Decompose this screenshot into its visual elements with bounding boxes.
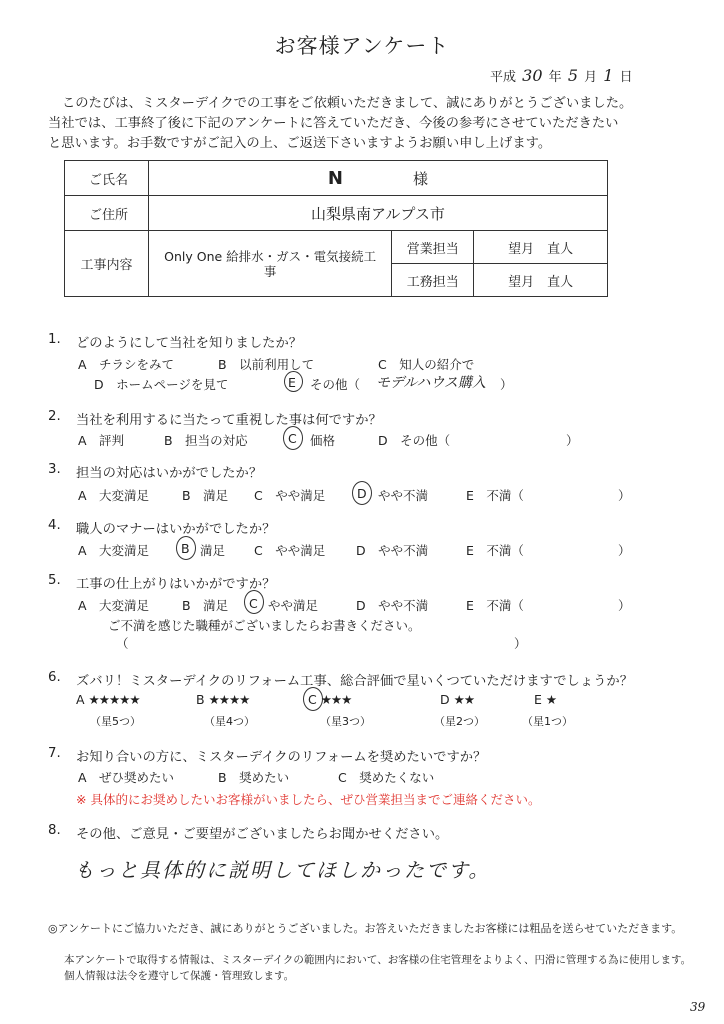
q3-option-c: C やや満足 xyxy=(254,488,326,503)
q6-option-c-letter: C xyxy=(308,692,317,707)
star-rating-icon: ★ xyxy=(545,692,557,707)
q3-text: 担当の対応はいかがでしたか？ xyxy=(76,466,263,481)
q6-option-e-label: （星1つ） xyxy=(522,715,573,728)
work-label: 工事内容 xyxy=(65,231,149,297)
name-label: ご氏名 xyxy=(65,161,149,196)
q7-option-b: B 奨めたい xyxy=(218,770,290,785)
address-value: 山梨県南アルプス市 xyxy=(148,196,607,231)
q7-option-a: A ぜひ奨めたい xyxy=(78,770,175,785)
date-day: 1 xyxy=(603,66,614,85)
q4-option-e: E 不満（ xyxy=(466,543,524,558)
address-label: ご住所 xyxy=(65,196,149,231)
q1-option-b: B 以前利用して xyxy=(218,357,315,372)
q3-close-paren: ） xyxy=(618,488,631,503)
q4-option-b-letter: B xyxy=(181,541,190,556)
q6-option-e xyxy=(534,692,556,707)
date-month: 5 xyxy=(567,66,578,85)
q5-option-a: A 大変満足 xyxy=(78,598,150,613)
q6-option-c xyxy=(308,692,351,707)
q5-sub-question: ご不満を感じた職種がございましたらお書きください。 xyxy=(108,618,421,633)
customer-info-table xyxy=(64,160,608,297)
q8-number: 8. xyxy=(48,823,61,838)
q5-option-d: D やや不満 xyxy=(356,598,429,613)
q6-option-d-letter: D xyxy=(440,692,450,707)
q2-close-paren: ） xyxy=(566,433,579,448)
q1-option-d: D ホームページを見て xyxy=(94,377,229,392)
q2-option-b: B 担当の対応 xyxy=(164,433,248,448)
work-value-line: Only One 給排水・ガス・電気接続工 xyxy=(164,248,377,264)
q3-number: 3. xyxy=(48,462,61,477)
star-rating-icon: ★★★ xyxy=(320,692,352,707)
q5-option-e: E 不満（ xyxy=(466,598,524,613)
q5-close-paren: ） xyxy=(618,598,631,613)
q5-text: 工事の仕上がりはいかがですか？ xyxy=(76,577,276,592)
q8-text: その他、ご意見・ご要望がございましたらお聞かせください。 xyxy=(76,827,449,842)
q7-text: お知り合いの方に、ミスターデイクのリフォームを奨めたいですか？ xyxy=(76,750,487,765)
q5-number: 5. xyxy=(48,573,61,588)
q2-option-d: D その他（ xyxy=(378,433,451,448)
q6-option-c-label: （星3つ） xyxy=(320,715,371,728)
q1-option-c: C 知人の紹介で xyxy=(378,357,475,372)
footer-privacy-1: 本アンケートで取得する情報は、ミスターデイクの範囲内において、お客様の住宅管理をよりよく、円滑に管理する為に使用します。 xyxy=(64,954,692,966)
date-era: 平成 xyxy=(490,70,517,85)
sales-value: 望月 直人 xyxy=(474,231,608,264)
star-rating-icon: ★★★★ xyxy=(208,692,250,707)
name-cell xyxy=(148,161,607,196)
q3-option-d-letter: D xyxy=(357,486,367,501)
q1-option-a: A チラシをみて xyxy=(78,357,175,372)
q5-option-c: やや満足 xyxy=(268,598,319,613)
work-value-line: 事 xyxy=(263,263,277,279)
sales-label: 営業担当 xyxy=(392,231,474,264)
intro-text xyxy=(48,94,632,154)
q4-text: 職人のマナーはいかがでしたか？ xyxy=(76,522,276,537)
q6-number: 6. xyxy=(48,670,61,685)
q5-option-c-letter: C xyxy=(249,596,258,611)
date-year-unit: 年 xyxy=(548,70,562,85)
q5-sub-open-paren: （ xyxy=(116,636,129,651)
q1-text: どのようにして当社を知りましたか？ xyxy=(76,336,303,351)
q1-other-answer: モデルハウス購入 xyxy=(376,375,486,391)
q1-close-paren: ） xyxy=(500,377,513,392)
intro-line: このたびは、ミスターデイクでの工事をご依頼いただきまして、誠にありがとうございました。 xyxy=(62,96,633,111)
q4-option-c: C やや満足 xyxy=(254,543,326,558)
q3-option-a: A 大変満足 xyxy=(78,488,150,503)
q7-number: 7. xyxy=(48,746,61,761)
q5-sub-close-paren: ） xyxy=(514,636,527,651)
construction-label: 工務担当 xyxy=(392,264,474,297)
page-title: お客様アンケート xyxy=(274,34,450,58)
q7-option-c: C 奨めたくない xyxy=(338,770,435,785)
q3-option-d: やや不満 xyxy=(378,488,429,503)
q2-option-c-letter: C xyxy=(288,431,297,446)
q2-text: 当社を利用するに当たって重視した事は何ですか？ xyxy=(76,413,382,428)
q8-handwritten-answer: もっと具体的に説明してほしかったです。 xyxy=(74,858,491,882)
q4-number: 4. xyxy=(48,518,61,533)
star-rating-icon: ★★ xyxy=(453,692,475,707)
date-year: 30 xyxy=(522,66,543,85)
q2-option-c: 価格 xyxy=(310,433,336,448)
survey-date xyxy=(490,66,633,85)
date-day-unit: 日 xyxy=(619,70,633,85)
q2-number: 2. xyxy=(48,409,61,424)
intro-line: 当社では、工事終了後に下記のアンケートに答えていただき、今後の参考にさせていただきたい xyxy=(48,116,619,131)
q4-option-b: 満足 xyxy=(200,543,226,558)
date-month-unit: 月 xyxy=(584,70,598,85)
work-value xyxy=(148,231,392,297)
q3-option-b: B 満足 xyxy=(182,488,229,503)
q6-option-d xyxy=(440,692,474,707)
intro-line: と思います。お手数ですがご記入の上、ご返送下さいますようお願い申し上げます。 xyxy=(48,136,552,151)
q6-option-b-label: （星4つ） xyxy=(204,715,255,728)
name-value: N xyxy=(327,167,343,189)
q2-option-a: A 評判 xyxy=(78,433,125,448)
q6-option-d-label: （星2つ） xyxy=(434,715,485,728)
q1-option-e: その他（ xyxy=(310,377,361,392)
q6-option-a-label: （星5つ） xyxy=(90,715,141,728)
q3-option-e: E 不満（ xyxy=(466,488,524,503)
q6-option-b-letter: B xyxy=(196,692,205,707)
q6-option-a xyxy=(76,692,140,707)
q6-text: ズバリ！ミスターデイクのリフォーム工事、総合評価で星いくつていただけますでしょうか？ xyxy=(76,674,634,689)
q1-option-e-letter: E xyxy=(288,375,296,390)
q4-option-d: D やや不満 xyxy=(356,543,429,558)
q4-close-paren: ） xyxy=(618,543,631,558)
q5-option-b: B 満足 xyxy=(182,598,229,613)
q6-option-a-letter: A xyxy=(76,692,85,707)
q1-number: 1. xyxy=(48,332,61,347)
name-suffix: 様 xyxy=(413,169,429,188)
footer-privacy-2: 個人情報は法令を遵守して保護・管理致します。 xyxy=(64,970,295,982)
q6-option-e-letter: E xyxy=(534,692,542,707)
star-rating-icon: ★★★★★ xyxy=(88,692,140,707)
q7-note: ※ 具体的にお奨めしたいお客様がいましたら、ぜひ営業担当までご連絡ください。 xyxy=(76,792,541,807)
q6-option-b xyxy=(196,692,249,707)
footer-thanks: ◎アンケートにご協力いただき、誠にありがとうございました。お答えいただきましたお客様には粗品を送らせていただきます。 xyxy=(48,922,683,935)
construction-value: 望月 直人 xyxy=(474,264,608,297)
page-mark: 39 xyxy=(690,1000,706,1014)
q4-option-a: A 大変満足 xyxy=(78,543,150,558)
